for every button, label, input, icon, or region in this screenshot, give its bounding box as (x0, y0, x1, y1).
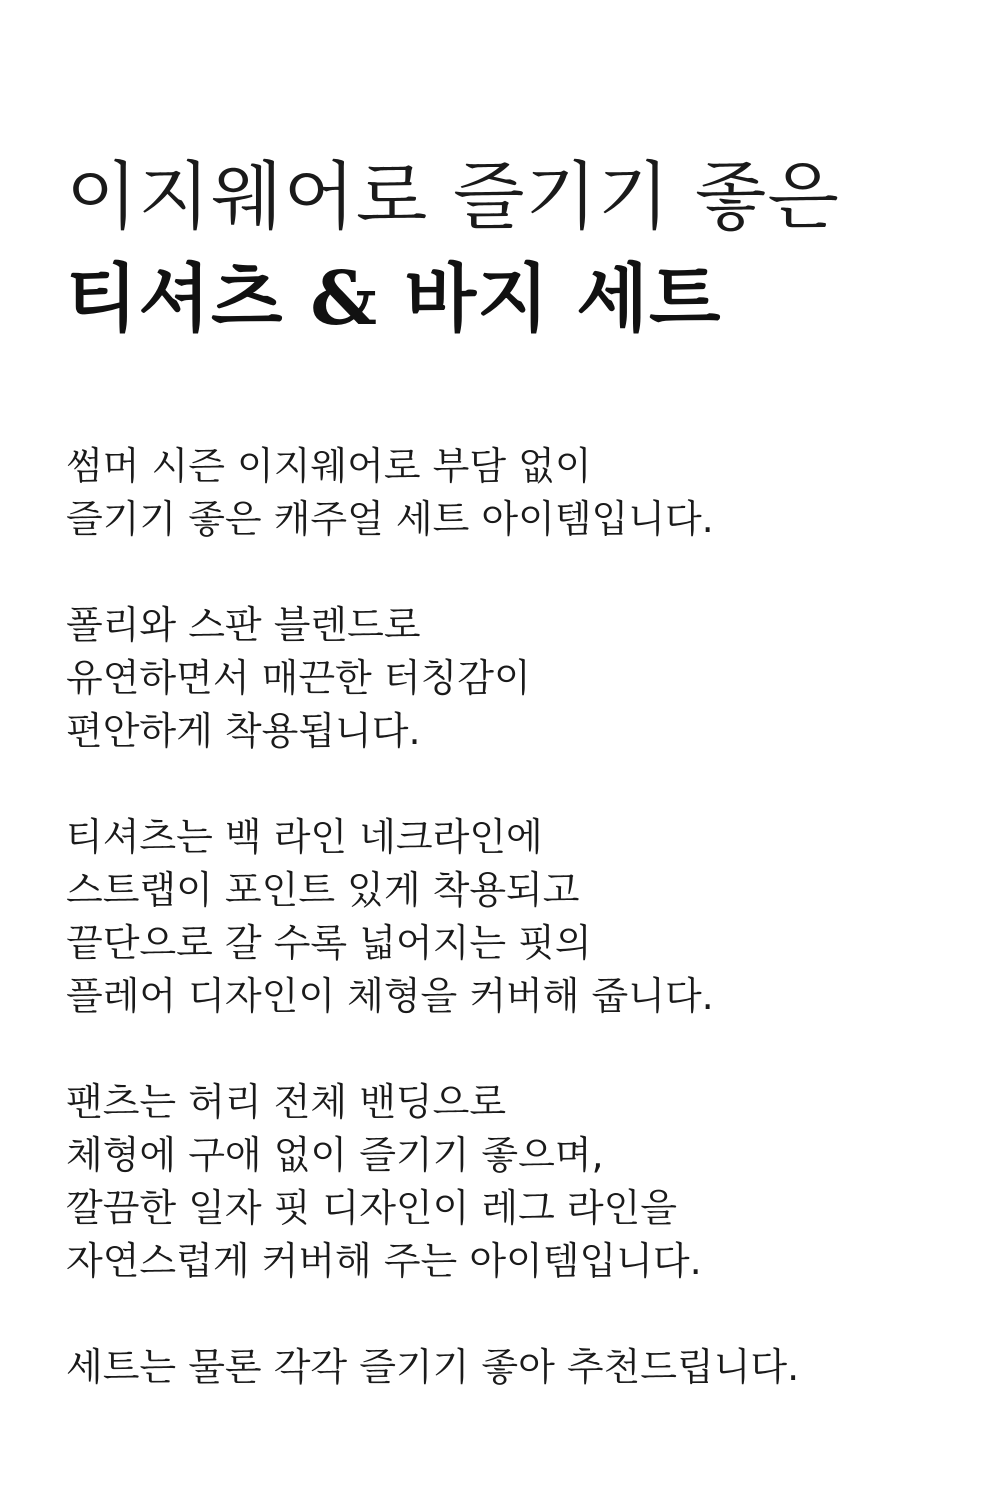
text-line: 깔끔한 일자 핏 디자인이 레그 라인을 (66, 1186, 678, 1230)
paragraph-fabric (66, 599, 966, 758)
text-line: 팬츠는 허리 전체 밴딩으로 (66, 1080, 507, 1124)
text-line: 체형에 구애 없이 즐기기 좋으며, (66, 1133, 604, 1177)
title-block (66, 146, 946, 350)
paragraph-recommendation (66, 1341, 966, 1394)
title-heading: 티셔츠 & 바지 세트 (66, 256, 722, 342)
text-line: 편안하게 착용됩니다. (66, 709, 421, 753)
text-line: 세트는 물론 각각 즐기기 좋아 추천드립니다. (66, 1345, 800, 1389)
text-line: 자연스럽게 커버해 주는 아이템입니다. (66, 1239, 702, 1283)
text-line: 즐기기 좋은 캐주얼 세트 아이템입니다. (66, 497, 714, 541)
paragraph-tshirt (66, 811, 966, 1023)
paragraph-pants (66, 1076, 966, 1288)
text-line: 스트랩이 포인트 있게 착용되고 (66, 868, 580, 912)
description-body (66, 440, 966, 1447)
text-line: 폴리와 스판 블렌드로 (66, 603, 421, 647)
text-line: 유연하면서 매끈한 터칭감이 (66, 656, 531, 700)
text-line: 썸머 시즌 이지웨어로 부담 없이 (66, 444, 592, 488)
paragraph-intro (66, 440, 966, 546)
text-line: 끝단으로 갈 수록 넓어지는 핏의 (66, 921, 592, 965)
title-subheading: 이지웨어로 즐기기 좋은 (66, 154, 840, 240)
text-line: 플레어 디자인이 체형을 커버해 줍니다. (66, 974, 714, 1018)
text-line: 티셔츠는 백 라인 네크라인에 (66, 815, 543, 859)
